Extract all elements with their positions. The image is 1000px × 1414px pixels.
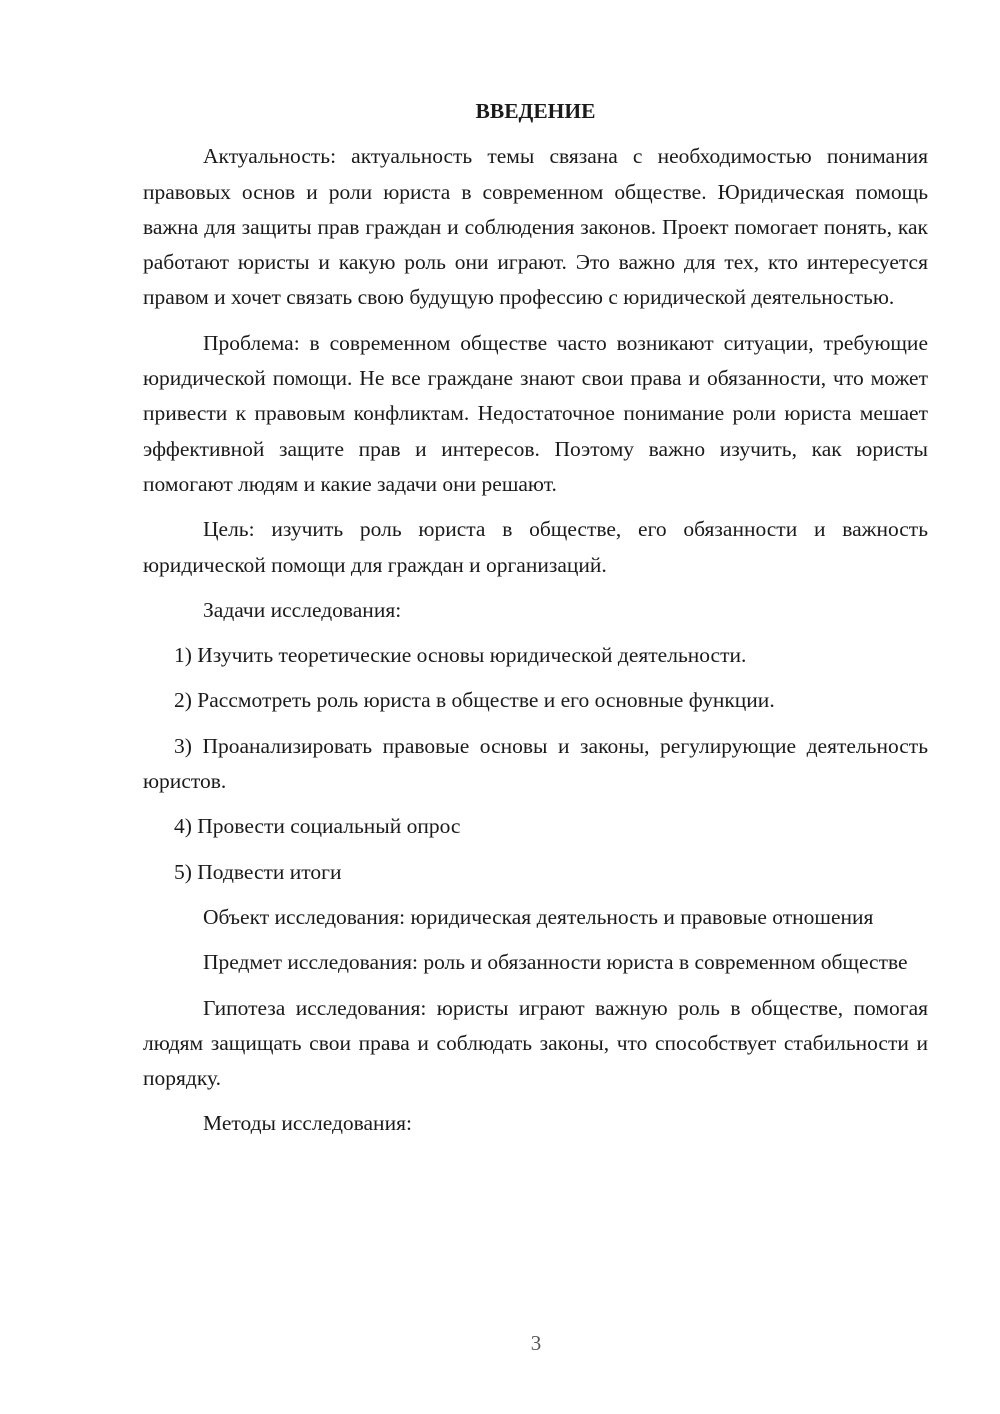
paragraph-subject: Предмет исследования: роль и обязанности юриста в современном обществе bbox=[203, 950, 908, 975]
task-item: 1) Изучить теоретические основы юридической деятельности. bbox=[174, 643, 747, 668]
section-heading: ВВЕДЕНИЕ bbox=[475, 99, 596, 123]
paragraph-relevance: Актуальность: актуальность темы связана с необходимостью понимания правовых основ и роли юриста в современном обществе. Юридическая помощь важна для защиты прав граждан и соблюдения законов. Проект помогает понять, как работают юристы и какую роль они играют. Это важно для тех, кто интересуется правом и хочет связать свою будущую профессию с юридической деятельностью. bbox=[143, 144, 928, 310]
task-item: 2) Рассмотреть роль юриста в обществе и его основные функции. bbox=[174, 688, 775, 713]
task-item: 4) Провести социальный опрос bbox=[174, 814, 461, 839]
tasks-title: Задачи исследования: bbox=[203, 597, 402, 622]
task-item: 3) Проанализировать правовые основы и законы, регулирующие деятельность юристов. bbox=[143, 733, 928, 794]
task-item: 5) Подвести итоги bbox=[174, 859, 342, 884]
paragraph-hypothesis: Гипотеза исследования: юристы играют важную роль в обществе, помогая людям защищать свои права и соблюдать законы, что способствует стабильности и порядку. bbox=[143, 995, 928, 1091]
paragraph-goal: Цель: изучить роль юриста в обществе, его обязанности и важность юридической помощи для граждан и организаций. bbox=[143, 517, 928, 577]
paragraph-problem: Проблема: в современном обществе часто возникают ситуации, требующие юридической помощи. Не все граждане знают свои права и обязанности, что может привести к правовым конфликтам. Недостаточное понимание роли юриста мешает эффективной защите прав и интересов. Поэтому важно изучить, как юристы помогают людям и какие задачи они решают. bbox=[143, 330, 928, 496]
methods-title: Методы исследования: bbox=[203, 1111, 412, 1136]
page-number: 3 bbox=[530, 1331, 542, 1355]
page-content bbox=[143, 94, 928, 1152]
paragraph-object: Объект исследования: юридическая деятельность и правовые отношения bbox=[203, 904, 874, 929]
